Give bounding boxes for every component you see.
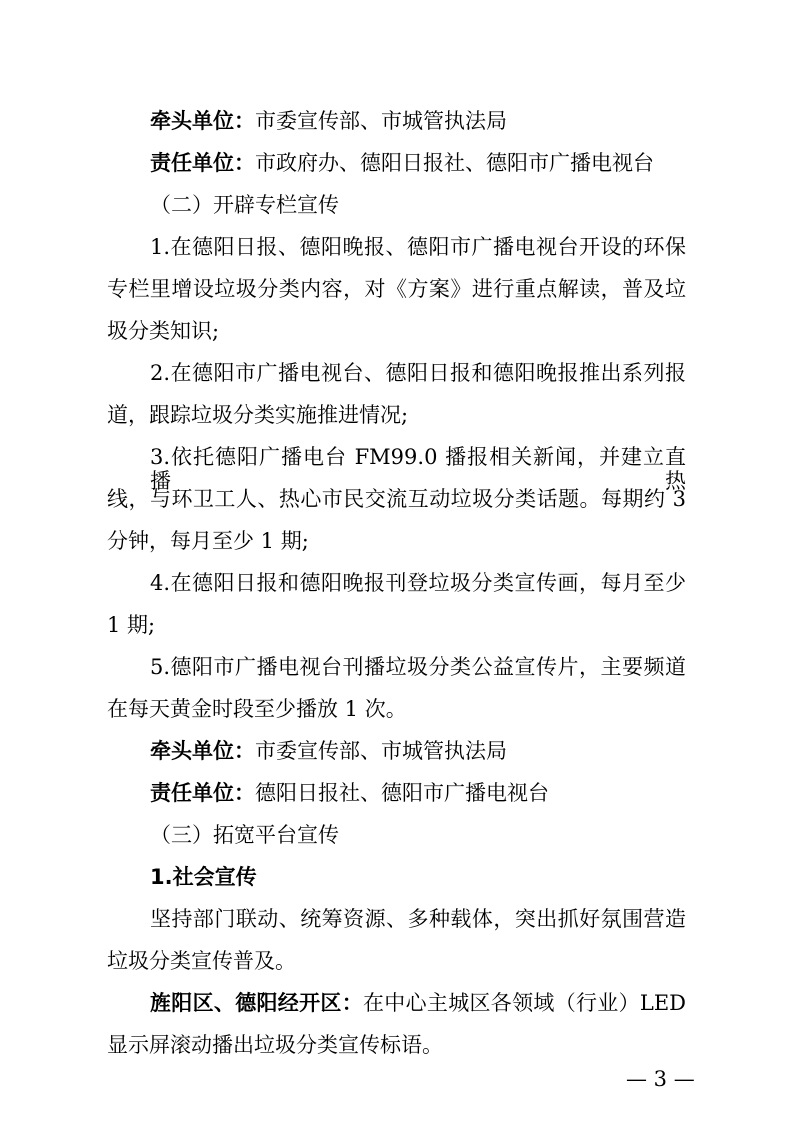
paragraph-line: 分钟，每月至少 1 期; — [107, 529, 309, 553]
paragraph-line: 线，与环卫工人、热心市民交流互动垃圾分类话题。每期约 3 — [107, 487, 686, 511]
lead-unit-text: 市委宣传部、市城管执法局 — [255, 109, 507, 133]
paragraph-line: 显示屏滚动播出垃圾分类宣传标语。 — [107, 1033, 443, 1057]
lead-unit-text: 市委宣传部、市城管执法局 — [255, 739, 507, 763]
district-line — [150, 991, 686, 1015]
paragraph-line: 垃圾分类宣传普及。 — [107, 949, 296, 973]
paragraph-line: 在每天黄金时段至少播放 1 次。 — [107, 697, 407, 721]
paragraph-line: 1 期; — [107, 613, 156, 637]
paragraph-line: 专栏里增设垃圾分类内容，对《方案》进行重点解读，普及垃 — [107, 277, 686, 301]
paragraph-line: 圾分类知识; — [107, 319, 220, 343]
responsible-unit-line — [150, 151, 654, 175]
lead-unit-label: 牵头单位： — [150, 739, 255, 763]
section-heading: （二）开辟专栏宣传 — [150, 193, 339, 217]
district-text: 在中心主城区各领域（行业）LED — [363, 991, 686, 1015]
paragraph-line: 5.德阳市广播电视台刊播垃圾分类公益宣传片，主要频道 — [150, 655, 686, 679]
paragraph-line: 坚持部门联动、统筹资源、多种载体，突出抓好氛围营造 — [150, 907, 686, 931]
paragraph-line: 3.依托德阳广播电台 FM99.0 播报相关新闻，并建立直播热 — [150, 445, 686, 493]
paragraph-line: 道，跟踪垃圾分类实施推进情况; — [107, 403, 409, 427]
subsection-heading: 1.社会宣传 — [150, 865, 257, 889]
responsible-unit-label: 责任单位： — [150, 781, 255, 805]
paragraph-line: 4.在德阳日报和德阳晚报刊登垃圾分类宣传画，每月至少 — [150, 571, 686, 595]
section-heading: （三）拓宽平台宣传 — [150, 823, 339, 847]
paragraph-line: 2.在德阳市广播电视台、德阳日报和德阳晚报推出系列报 — [150, 361, 686, 385]
responsible-unit-line — [150, 781, 549, 805]
responsible-unit-label: 责任单位： — [150, 151, 255, 175]
page-number: — 3 — — [626, 1067, 695, 1091]
responsible-unit-text: 市政府办、德阳日报社、德阳市广播电视台 — [255, 151, 654, 175]
district-label: 旌阳区、德阳经开区： — [150, 991, 363, 1015]
lead-unit-line — [150, 739, 507, 763]
responsible-unit-text: 德阳日报社、德阳市广播电视台 — [255, 781, 549, 805]
lead-unit-line — [150, 109, 507, 133]
paragraph-line: 1.在德阳日报、德阳晚报、德阳市广播电视台开设的环保 — [150, 235, 686, 259]
lead-unit-label: 牵头单位： — [150, 109, 255, 133]
